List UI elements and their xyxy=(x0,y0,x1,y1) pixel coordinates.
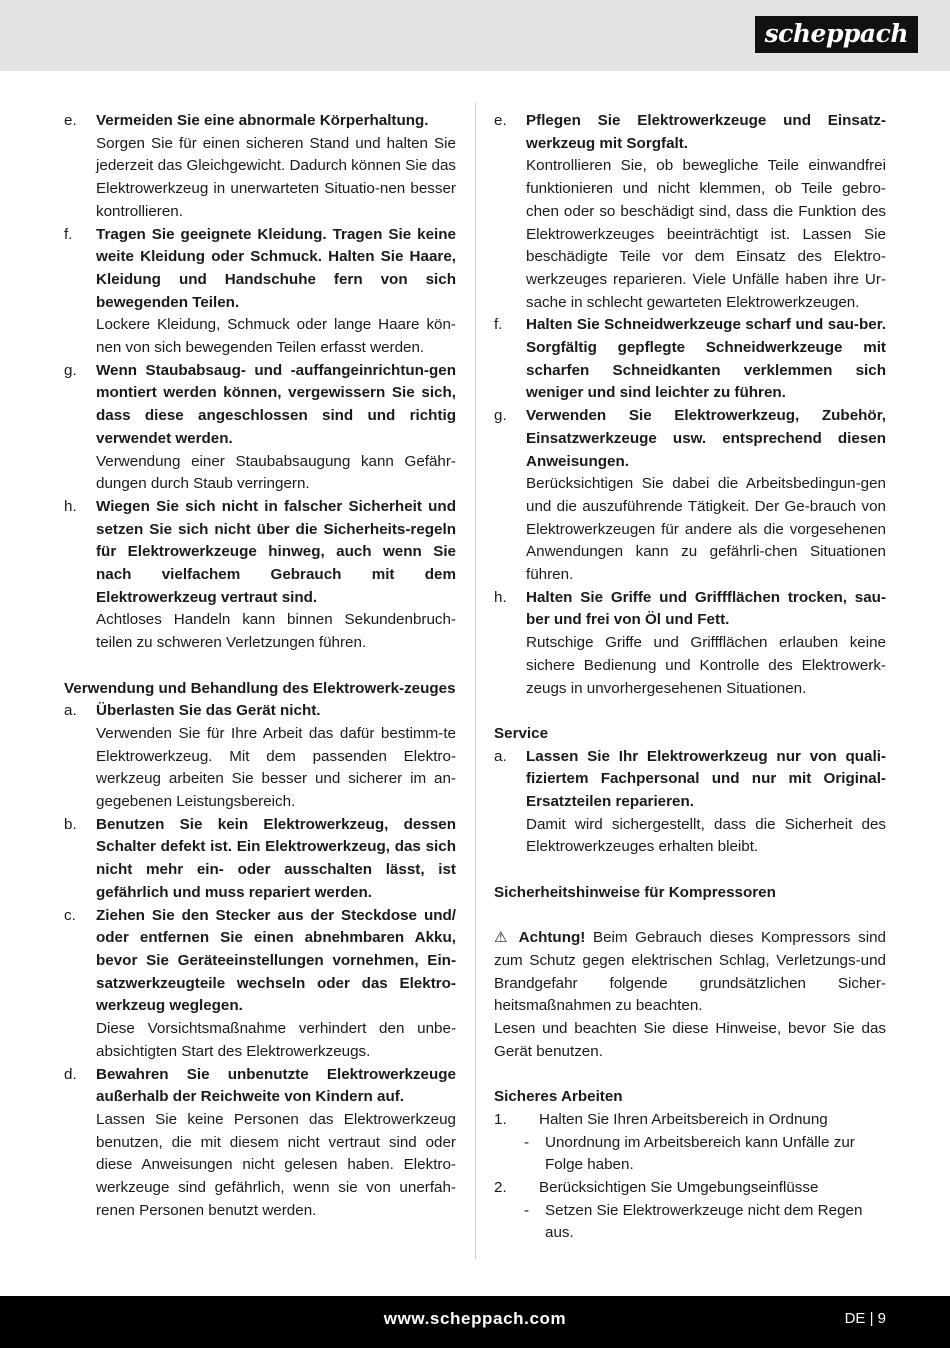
list-item xyxy=(64,814,456,905)
item-bold-text: Halten Sie Griffe und Griffflächen trocken, sau-ber und frei von Öl und Fett. xyxy=(526,588,886,629)
item-letter: a. xyxy=(494,747,507,765)
item-letter: e. xyxy=(494,112,507,129)
item-letter: g. xyxy=(494,407,507,425)
brand-logo: scheppach xyxy=(755,16,918,53)
item-letter: a. xyxy=(64,702,77,720)
item-text: Verwenden Sie für Ihre Arbeit das dafür bestimm-te Elektrowerkzeug. Mit dem passenden Elektro-werkzeug arbeiten Sie besser und sicherer im an-gegebenen Leistungsbereich. xyxy=(96,724,456,811)
section-heading: Verwendung und Behandlung des Elektrowerk-zeuges xyxy=(64,679,456,697)
item-letter: d. xyxy=(64,1065,77,1083)
item-bold-text: Benutzen Sie kein Elektrowerkzeug, dessen Schalter defekt ist. Ein Elektrowerkzeug, das sich nicht mehr ein- oder ausschalten lässt, ist gefährlich und muss repariert werden. xyxy=(96,815,456,901)
list-item xyxy=(494,587,886,701)
item-bold-text: Bewahren Sie unbenutzte Elektrowerkzeuge außerhalb der Reichweite von Kindern auf. xyxy=(96,1065,456,1106)
item-text: Verwendung einer Staubabsaugung kann Gefähr-dungen durch Staub verringern. xyxy=(96,452,456,493)
warning-icon: ⚠ xyxy=(494,929,512,947)
page-number: DE | 9 xyxy=(844,1310,886,1327)
item-bold-text: Wiegen Sie sich nicht in falscher Sicherheit und setzen Sie sich nicht über die Sicherheits-regeln für Elektrowerkzeuge hinweg, auch wenn Sie nach vielfachem Gebrauch mit dem Elektrowerkzeug vertraut sind. xyxy=(96,497,456,606)
list-item xyxy=(494,405,886,587)
compressor-heading: Sicherheitshinweise für Kompressoren xyxy=(494,883,776,901)
service-heading: Service xyxy=(494,724,549,742)
list-item xyxy=(64,110,456,224)
item-letter: c. xyxy=(64,906,76,924)
sub-item-text: Setzen Sie Elektrowerkzeuge nicht dem Regen aus. xyxy=(545,1201,863,1242)
item-letter: g. xyxy=(64,361,77,379)
column-divider xyxy=(475,103,476,1259)
sub-item-text: Unordnung im Arbeitsbereich kann Unfälle zur Folge haben. xyxy=(545,1133,855,1174)
item-text: Achtloses Handeln kann binnen Sekundenbruch-teilen zu schweren Verletzungen führen. xyxy=(96,611,456,652)
item-letter: e. xyxy=(64,112,77,129)
item-bold-text: Tragen Sie geeignete Kleidung. Tragen Sie keine weite Kleidung oder Schmuck. Halten Sie Haare, Kleidung und Handschuhe fern von sich bewegenden Teilen. xyxy=(96,225,456,311)
item-letter: f. xyxy=(494,316,503,334)
item-text: Berücksichtigen Sie dabei die Arbeitsbedingun-gen und die auszuführende Tätigkeit. Der Ge-brauch von Elektrowerkzeugen für andere als die vorgesehenen Anwendungen kann zu gefährli-chen Situationen führen. xyxy=(526,475,886,584)
list-item xyxy=(64,1064,456,1223)
item-letter: h. xyxy=(64,497,77,515)
item-bold-text: Lassen Sie Ihr Elektrowerkzeug nur von quali-fiziertem Fachpersonal und nur mit Original-Ersatzteilen reparieren. xyxy=(526,747,886,811)
read-instructions-text: Lesen und beachten Sie diese Hinweise, bevor Sie das Gerät benutzen. xyxy=(494,1020,886,1060)
item-text: Damit wird sichergestellt, dass die Sicherheit des Elektrowerkzeuges erhalten bleibt. xyxy=(526,815,886,856)
page-header xyxy=(0,0,950,71)
item-text: Halten Sie Ihren Arbeitsbereich in Ordnung xyxy=(539,1110,828,1128)
dash-bullet: - xyxy=(524,1133,530,1151)
safe-work-heading: Sicheres Arbeiten xyxy=(494,1088,623,1106)
numbered-item xyxy=(494,1109,886,1132)
item-bold-text: Vermeiden Sie eine abnormale Körperhaltung. xyxy=(96,112,429,129)
numbered-item xyxy=(494,1177,886,1200)
item-text: Kontrollieren Sie, ob bewegliche Teile einwandfrei funktionieren und nicht klemmen, ob Teile gebro-chen oder so beschädigt sind, dass die Funktion des Elektrowerkzeuges beeinträchtigt ist. Lassen Sie beschädigte Teile vor dem Einsatz des Elektro-werkzeuges reparieren. Viele Unfälle haben ihre Ur-sache in schlecht gewarteten Elektrowerkzeugen. xyxy=(526,157,886,311)
item-number: 1. xyxy=(494,1110,507,1128)
item-bold-text: Wenn Staubabsaug- und -auffangeinrichtun-gen montiert werden können, vergewissern Sie sich, dass diese angeschlossen sind und richtig verwendet werden. xyxy=(96,361,456,447)
item-bold-text: Ziehen Sie den Stecker aus der Steckdose und/ oder entfernen Sie einen abnehmbaren Akku, bevor Sie Geräteeinstellungen vornehmen, Ein-satzwerkzeugteile wechseln oder das Elektro-werkzeug weglegen. xyxy=(96,906,456,1015)
dash-bullet: - xyxy=(524,1201,530,1219)
item-text: Berücksichtigen Sie Umgebungseinflüsse xyxy=(539,1178,819,1196)
list-item xyxy=(64,496,456,655)
item-text: Rutschige Griffe und Griffflächen erlauben keine sichere Bedienung und Kontrolle des Elektrowerk-zeugs in unvorhergesehenen Situationen. xyxy=(526,634,886,697)
item-text: Lockere Kleidung, Schmuck oder lange Haare kön-nen von sich bewegenden Teilen erfasst werden. xyxy=(96,316,456,357)
left-column xyxy=(64,110,456,1222)
item-letter: h. xyxy=(494,588,507,606)
item-letter: b. xyxy=(64,815,77,833)
warning-paragraph xyxy=(494,927,886,1018)
sub-item xyxy=(494,1132,886,1177)
page-footer xyxy=(0,1296,950,1348)
item-text: Diese Vorsichtsmaßnahme verhindert den unbe-absichtigten Start des Elektrowerkzeugs. xyxy=(96,1020,456,1060)
item-bold-text: Pflegen Sie Elektrowerkzeuge und Einsatz-werkzeug mit Sorgfalt. xyxy=(526,112,886,152)
website-link[interactable]: www.scheppach.com xyxy=(383,1309,567,1328)
list-item xyxy=(494,314,886,405)
warning-text: Beim Gebrauch dieses Kompressors sind zum Schutz gegen elektrischen Schlag, Verletzungs-und Brandgefahr folgende grundsätzlichen Sicher-heitsmaßnahmen zu beachten. xyxy=(494,929,886,1015)
item-bold-text: Halten Sie Schneidwerkzeuge scharf und sau-ber. Sorgfältig gepflegte Schneidwerkzeuge mit scharfen Schneidkanten verklemmen sich weniger und sind leichter zu führen. xyxy=(526,316,886,402)
list-item xyxy=(494,746,886,860)
right-column xyxy=(494,110,886,1245)
item-bold-text: Verwenden Sie Elektrowerkzeug, Zubehör, Einsatzwerkzeuge usw. entsprechend diesen Anweisungen. xyxy=(526,407,886,470)
list-item xyxy=(64,224,456,360)
item-number: 2. xyxy=(494,1178,507,1196)
list-item xyxy=(64,360,456,496)
warning-label: Achtung! xyxy=(518,929,586,947)
item-text: Lassen Sie keine Personen das Elektrowerkzeug benutzen, die mit diesem nicht vertraut sind oder diese Anweisungen nicht gelesen haben. Elektro-werkzeuge sind gefährlich, wenn sie von unerfah-renen Personen benutzt werden. xyxy=(96,1110,456,1219)
sub-item xyxy=(494,1200,886,1245)
item-text: Sorgen Sie für einen sicheren Stand und halten Sie jederzeit das Gleichgewicht. Dadurch können Sie das Elektrowerkzeug in unerwarteten Situatio-nen besser kontrollieren. xyxy=(96,134,456,220)
list-item xyxy=(64,905,456,1064)
item-letter: f. xyxy=(64,225,73,243)
item-bold-text: Überlasten Sie das Gerät nicht. xyxy=(96,702,321,720)
list-item xyxy=(494,110,886,314)
list-item xyxy=(64,700,456,814)
